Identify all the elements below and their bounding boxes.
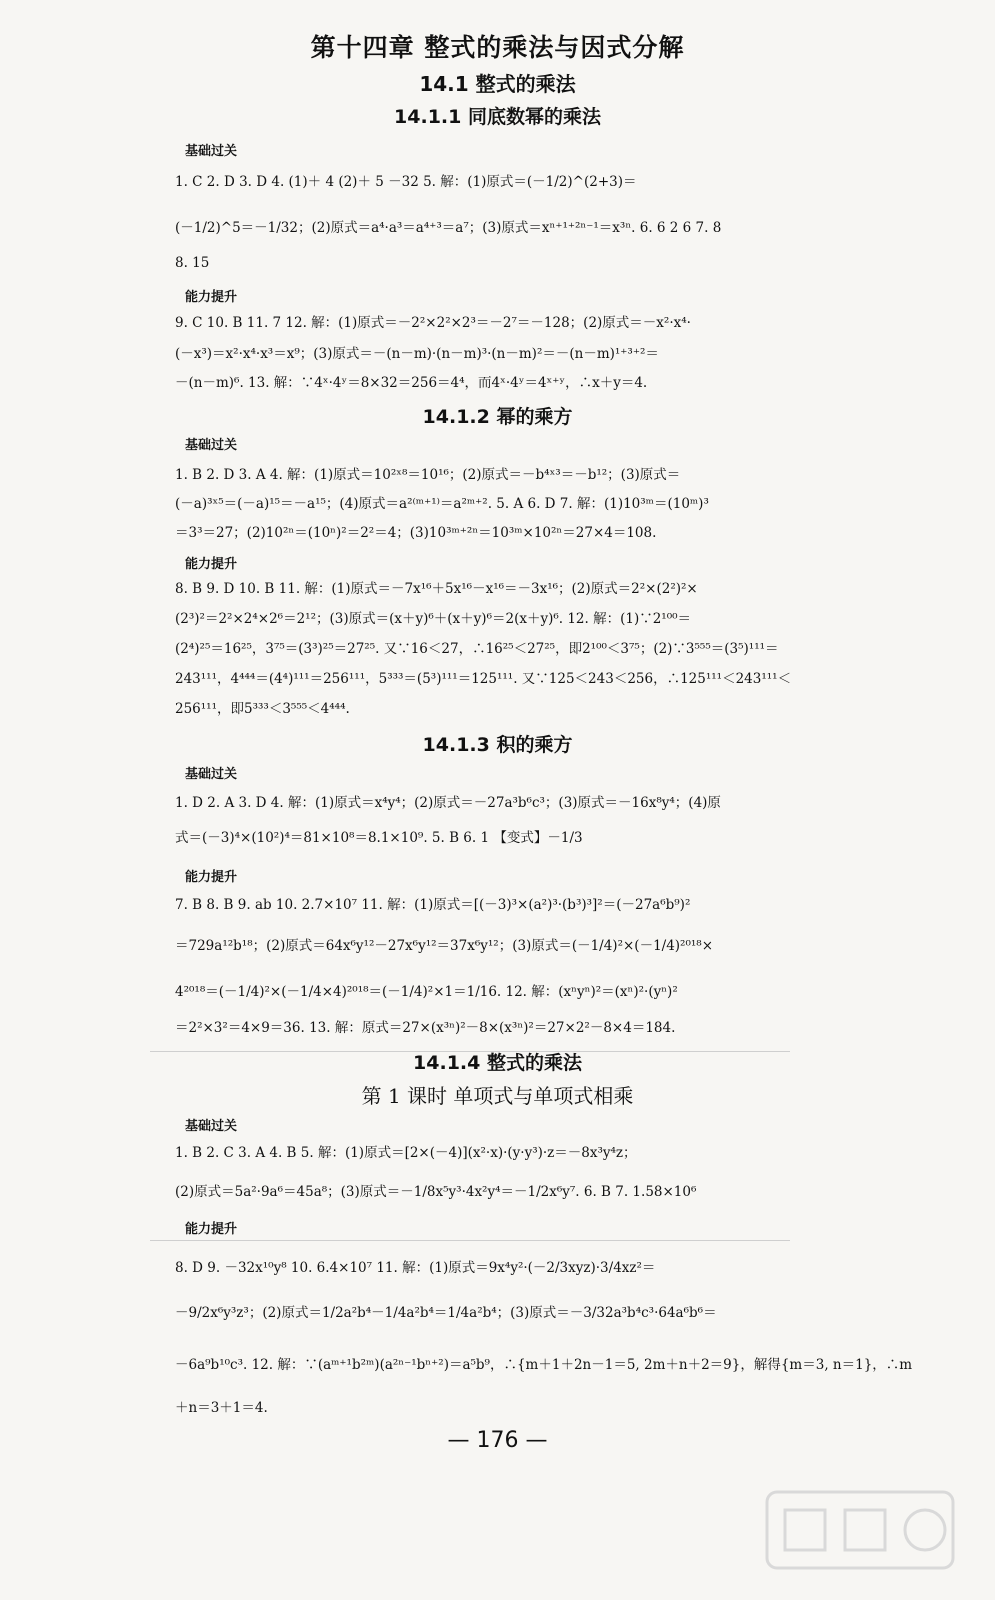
subsection-title-14-1-1: 14.1.1 同底数幂的乘法 [394,106,601,128]
answer-line: ＝2²×3²＝4×9＝36. 13. 解：原式＝27×(x³ⁿ)²－8×(x³ⁿ)²＝27×2²－8×4＝184. [175,1020,676,1036]
answer-line: 1. D 2. A 3. D 4. 解：(1)原式＝x⁴y⁴；(2)原式＝－27a³b⁶c³；(3)原式＝－16x⁸y⁴；(4)原 [175,795,721,811]
answer-line: (2)原式＝5a²·9a⁶＝45a⁸；(3)原式＝－1/8x⁵y³·4x²y⁴＝－1/2x⁶y⁷. 6. B 7. 1.58×10⁶ [175,1184,697,1200]
subsection-title-14-1-4: 14.1.4 整式的乘法 [413,1052,582,1074]
label-improve: 能力提升 [185,870,238,885]
answer-line: 1. B 2. D 3. A 4. 解：(1)原式＝10²ˣ⁸＝10¹⁶；(2)原式＝－b⁴ˣ³＝－b¹²；(3)原式＝ [175,467,681,483]
label-basic: 基础过关 [185,1119,238,1134]
answer-line: 256¹¹¹，即5³³³＜3⁵⁵⁵＜4⁴⁴⁴. [175,701,350,717]
answer-line: (2³)²＝2²×2⁴×2⁶＝2¹²；(3)原式＝(x＋y)⁶＋(x＋y)⁶＝2(x＋y)⁶. 12. 解：(1)∵2¹⁰⁰＝ [175,611,692,627]
label-improve: 能力提升 [185,1222,238,1237]
lesson-title: 第 1 课时 单项式与单项式相乘 [361,1084,634,1108]
label-basic: 基础过关 [185,438,238,453]
answer-line: (－1/2)^5＝－1/32；(2)原式＝a⁴·a³＝a⁴⁺³＝a⁷；(3)原式＝xⁿ⁺¹⁺²ⁿ⁻¹＝x³ⁿ. 6. 6 2 6 7. 8 [175,220,722,236]
answer-line: 8. 15 [175,255,210,271]
answer-line: 243¹¹¹，4⁴⁴⁴＝(4⁴)¹¹¹＝256¹¹¹，5³³³＝(5³)¹¹¹＝125¹¹¹. 又∵125＜243＜256，∴125¹¹¹＜243¹¹¹＜ [175,671,792,687]
section-title: 14.1 整式的乘法 [419,72,576,96]
chapter-title: 第十四章 整式的乘法与因式分解 [310,33,685,62]
watermark-logo [765,1490,955,1570]
answer-line: 1. B 2. C 3. A 4. B 5. 解：(1)原式＝[2×(－4)](x²·x)·(y·y³)·z＝－8x³y⁴z； [175,1145,637,1161]
label-improve: 能力提升 [185,290,238,305]
answer-line: －9/2x⁶y³z³；(2)原式＝1/2a²b⁴－1/4a²b⁴＝1/4a²b⁴；(3)原式＝－3/32a³b⁴c³·64a⁶b⁶＝ [175,1305,717,1321]
answer-line: ＝729a¹²b¹⁸；(2)原式＝64x⁶y¹²－27x⁶y¹²＝37x⁶y¹²；(3)原式＝(－1/4)²×(－1/4)²⁰¹⁸× [175,938,714,954]
answer-line: 7. B 8. B 9. ab 10. 2.7×10⁷ 11. 解：(1)原式＝[(－3)³×(a²)³·(b³)³]²＝(－27a⁶b⁹)² [175,897,691,913]
subsection-title-14-1-2: 14.1.2 幂的乘方 [422,406,573,428]
answer-line: ＋n＝3＋1＝4. [175,1400,268,1416]
answer-line: (2⁴)²⁵＝16²⁵，3⁷⁵＝(3³)²⁵＝27²⁵. 又∵16＜27，∴16²⁵＜27²⁵，即2¹⁰⁰＜3⁷⁵；(2)∵3⁵⁵⁵＝(3⁵)¹¹¹＝ [175,641,779,657]
answer-line: ＝3³＝27；(2)10²ⁿ＝(10ⁿ)²＝2²＝4；(3)10³ᵐ⁺²ⁿ＝10³ᵐ×10²ⁿ＝27×4＝108. [175,525,657,541]
divider [150,1240,790,1241]
answer-line: 8. D 9. －32x¹⁰y⁸ 10. 6.4×10⁷ 11. 解：(1)原式＝9x⁴y²·(－2/3xyz)·3/4xz²＝ [175,1260,656,1276]
subsection-title-14-1-3: 14.1.3 积的乘方 [422,734,573,756]
page-number: — 176 — [447,1428,548,1453]
label-basic: 基础过关 [185,767,238,782]
answer-line: 4²⁰¹⁸＝(－1/4)²×(－1/4×4)²⁰¹⁸＝(－1/4)²×1＝1/16. 12. 解：(xⁿyⁿ)²＝(xⁿ)²·(yⁿ)² [175,984,678,1000]
answer-line: 8. B 9. D 10. B 11. 解：(1)原式＝－7x¹⁶＋5x¹⁶－x¹⁶＝－3x¹⁶；(2)原式＝2²×(2²)²× [175,581,698,597]
label-basic: 基础过关 [185,144,238,159]
answer-line: －6a⁹b¹⁰c³. 12. 解：∵(aᵐ⁺¹b²ᵐ)(a²ⁿ⁻¹bⁿ⁺²)＝a⁵b⁹，∴{m＋1＋2n－1＝5, 2m＋n＋2＝9}，解得{m＝3, n＝1}，∴m [175,1357,913,1373]
label-improve: 能力提升 [185,557,238,572]
answer-line: (－a)³ˣ⁵＝(－a)¹⁵＝－a¹⁵；(4)原式＝a²⁽ᵐ⁺¹⁾＝a²ᵐ⁺². 5. A 6. D 7. 解：(1)10³ᵐ＝(10ᵐ)³ [175,496,709,512]
answer-line: 9. C 10. B 11. 7 12. 解：(1)原式＝－2²×2²×2³＝－2⁷＝－128；(2)原式＝－x²·x⁴· [175,315,691,331]
answer-line: 式＝(－3)⁴×(10²)⁴＝81×10⁸＝8.1×10⁹. 5. B 6. 1 【变式】－1/3 [175,830,583,846]
answer-line: －(n－m)⁶. 13. 解：∵4ˣ·4ʸ＝8×32＝256＝4⁴，而4ˣ·4ʸ＝4ˣ⁺ʸ，∴x＋y＝4. [175,375,648,391]
answer-line: 1. C 2. D 3. D 4. (1)＋ 4 (2)＋ 5 －32 5. 解：(1)原式＝(－1/2)^(2+3)＝ [175,174,637,190]
answer-line: (－x³)＝x²·x⁴·x³＝x⁹；(3)原式＝－(n－m)·(n－m)³·(n－m)²＝－(n－m)¹⁺³⁺²＝ [175,346,659,362]
